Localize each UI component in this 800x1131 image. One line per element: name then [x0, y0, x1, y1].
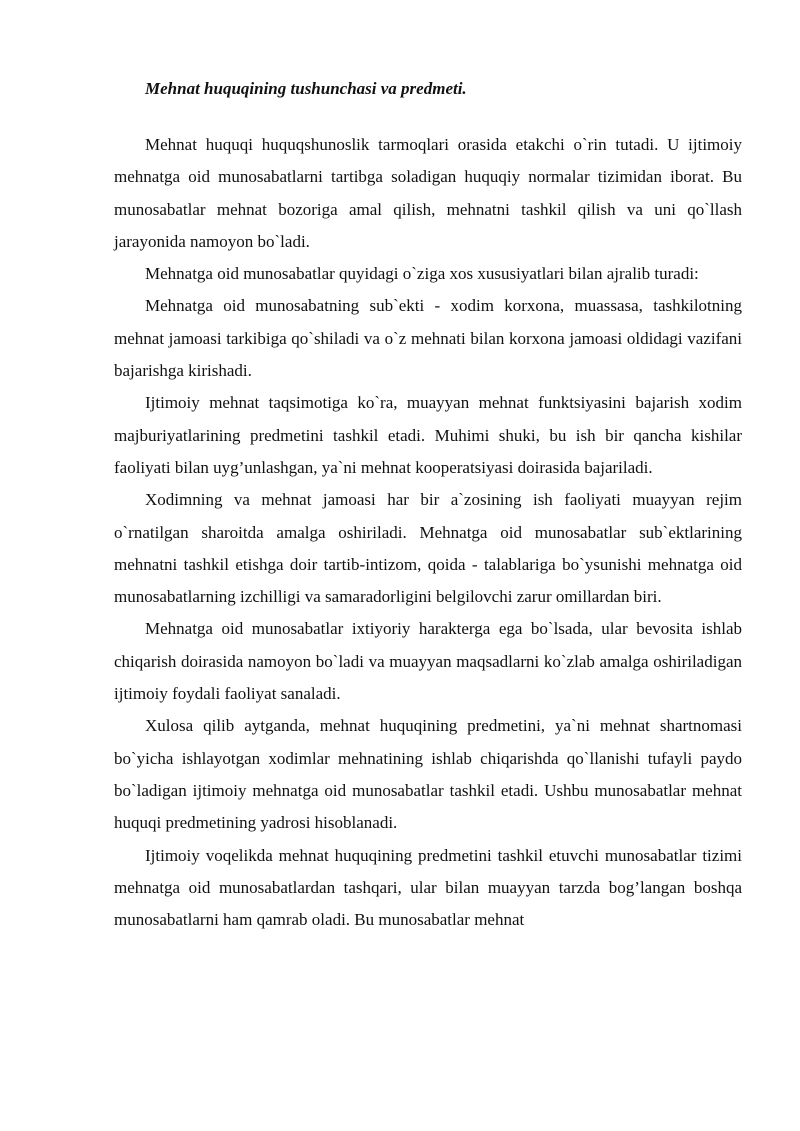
- paragraph-7: Xulosa qilib aytganda, mehnat huquqining predmetini, ya`ni mehnat shartnomasi bo`yicha ishlayotgan xodimlar mehnatining ishlab chiqarishda qo`llanishi tufayli paydo bo`ladigan ijtimoiy mehnatga oid munosabatlar tashkil etadi. Ushbu munosabatlar mehnat huquqi predmetining yadrosi hisoblanadi.: [114, 716, 742, 833]
- paragraph-4: Ijtimoiy mehnat taqsimotiga ko`ra, muayyan mehnat funktsiyasini bajarish xodim majburiyatlarining predmetini tashkil etadi. Muhimi shuki, bu ish bir qancha kishilar faoliyati bilan uyg’unlashgan, ya`ni mehnat kooperatsiyasi doirasida bajariladi.: [114, 393, 742, 477]
- title-spacer: [114, 106, 742, 129]
- page-title: Mehnat huquqining tushunchasi va predmeti.: [145, 79, 467, 98]
- paragraph-5: Xodimning va mehnat jamoasi har bir a`zosining ish faoliyati muayyan rejim o`rnatilgan sharoitda amalga oshiriladi. Mehnatga oid munosabatlar sub`ektlarining mehnatni tashkil etishga doir tartib-intizom, qoida - talablariga bo`ysunishi mehnatga oid munosabatlarning izchilligi va samaradorligini belgilovchi zarur omillardan biri.: [114, 490, 742, 607]
- paragraph-6: Mehnatga oid munosabatlar ixtiyoriy harakterga ega bo`lsada, ular bevosita ishlab chiqarish doirasida namoyon bo`ladi va muayyan maqsadlarni ko`zlab amalga oshiriladigan ijtimoiy foydali faoliyat sanaladi.: [114, 619, 742, 704]
- paragraph-1: Mehnat huquqi huquqshunoslik tarmoqlari orasida etakchi o`rin tutadi. U ijtimoiy mehnatga oid munosabatlarni tartibga soladigan huquqiy normalar tizimidan iborat. Bu munosabatlar mehnat bozoriga amal qilish, mehnatni tashkil qilish va uni qo`llash jarayonida namoyon bo`ladi.: [114, 135, 742, 251]
- paragraph-8: Ijtimoiy voqelikda mehnat huquqining predmetini tashkil etuvchi munosabatlar tizimi mehnatga oid munosabatlardan tashqari, ular bilan muayyan tarzda bog’langan boshqa munosabatlarni ham qamrab oladi. Bu munosabatlar mehnat: [114, 845, 742, 930]
- paragraph-2: Mehnatga oid munosabatlar quyidagi o`ziga xos xususiyatlari bilan ajralib turadi:: [145, 264, 699, 284]
- paragraph-3: Mehnatga oid munosabatning sub`ekti - xodim korxona, muassasa, tashkilotning mehnat jamoasi tarkibiga qo`shiladi va o`z mehnati bilan korxona jamoasi oldidagi vazifani bajarishga kirishadi.: [114, 296, 742, 381]
